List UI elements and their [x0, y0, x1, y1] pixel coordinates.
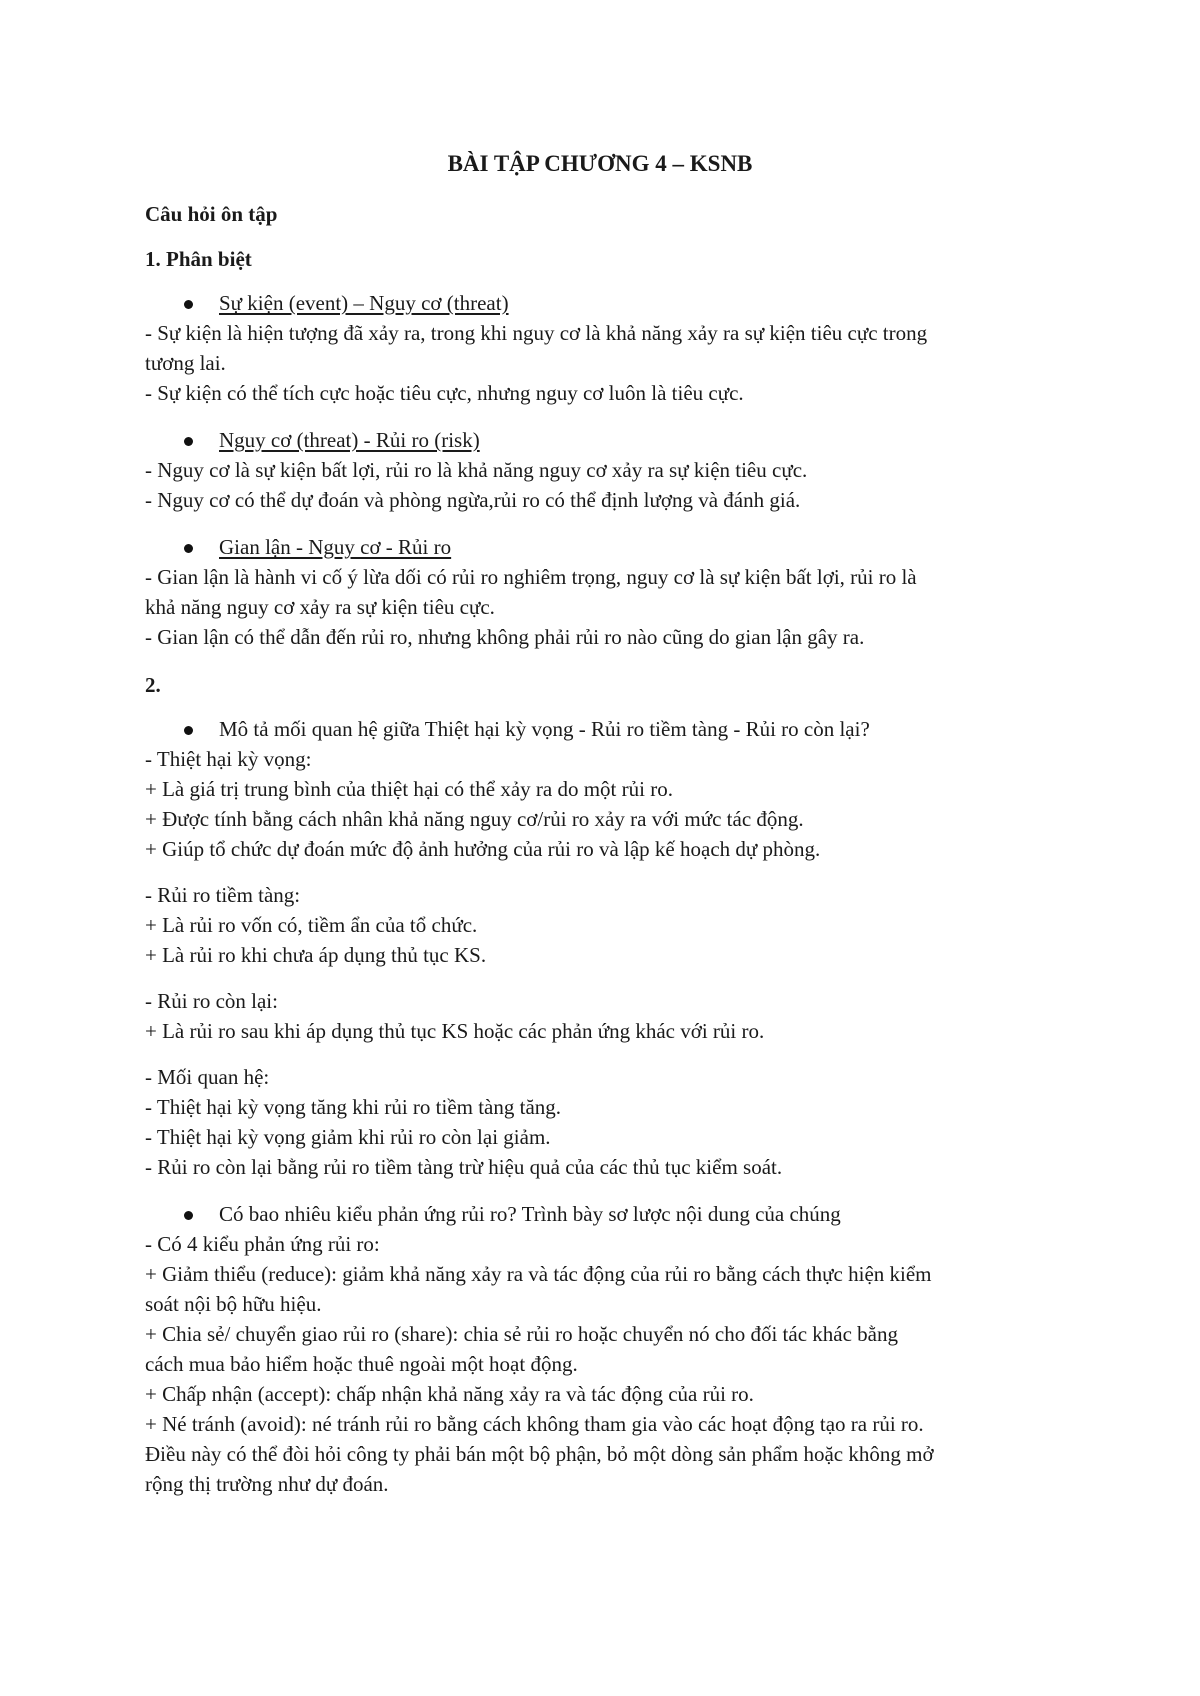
text-line: + Né tránh (avoid): né tránh rủi ro bằng cách không tham gia vào các hoạt động tạo ra rủi ro.	[145, 1412, 924, 1436]
text-line: Điều này có thể đòi hỏi công ty phải bán một bộ phận, bỏ một dòng sản phẩm hoặc không mở	[145, 1442, 934, 1466]
bullet-threat-risk: Nguy cơ (threat) - Rủi ro (risk)	[219, 428, 480, 452]
text-line: tương lai.	[145, 351, 226, 375]
text-line: - Rủi ro còn lại:	[145, 989, 278, 1013]
text-line: - Mối quan hệ:	[145, 1065, 270, 1089]
review-heading: Câu hỏi ôn tập	[145, 202, 278, 226]
text-line: cách mua bảo hiểm hoặc thuê ngoài một hoạt động.	[145, 1352, 578, 1376]
text-line: - Gian lận có thể dẫn đến rủi ro, nhưng không phải rủi ro nào cũng do gian lận gây ra.	[145, 625, 865, 649]
text-line: - Rủi ro tiềm tàng:	[145, 883, 301, 907]
bullet-risk-responses: Có bao nhiêu kiểu phản ứng rủi ro? Trình bày sơ lược nội dung của chúng	[219, 1202, 841, 1226]
text-line: + Chia sẻ/ chuyển giao rủi ro (share): chia sẻ rủi ro hoặc chuyển nó cho đối tác khác bằng	[145, 1322, 898, 1346]
text-line: khả năng nguy cơ xảy ra sự kiện tiêu cực.	[145, 595, 495, 619]
text-line: + Là giá trị trung bình của thiệt hại có thể xảy ra do một rủi ro.	[145, 777, 673, 801]
bullet-icon	[184, 437, 193, 446]
text-line: - Thiệt hại kỳ vọng giảm khi rủi ro còn lại giảm.	[145, 1125, 551, 1149]
question-1-heading: 1. Phân biệt	[145, 247, 252, 271]
text-line: - Nguy cơ là sự kiện bất lợi, rủi ro là khả năng nguy cơ xảy ra sự kiện tiêu cực.	[145, 458, 808, 482]
bullet-icon	[184, 726, 193, 735]
bullet-fraud-threat-risk: Gian lận - Nguy cơ - Rủi ro	[219, 535, 452, 559]
page-title: BÀI TẬP CHƯƠNG 4 – KSNB	[447, 151, 753, 176]
bullet-event-threat: Sự kiện (event) – Nguy cơ (threat)	[219, 291, 509, 315]
text-line: + Là rủi ro vốn có, tiềm ẩn của tổ chức.	[145, 913, 478, 937]
text-line: + Giúp tổ chức dự đoán mức độ ảnh hưởng của rủi ro và lập kế hoạch dự phòng.	[145, 837, 821, 861]
text-line: + Chấp nhận (accept): chấp nhận khả năng xảy ra và tác động của rủi ro.	[145, 1382, 754, 1406]
bullet-icon	[184, 300, 193, 309]
text-line: rộng thị trường như dự đoán.	[145, 1472, 389, 1496]
text-line: soát nội bộ hữu hiệu.	[145, 1292, 322, 1316]
bullet-icon	[184, 1211, 193, 1220]
text-line: - Thiệt hại kỳ vọng:	[145, 747, 312, 771]
question-2-heading: 2.	[145, 673, 161, 697]
text-line: - Gian lận là hành vi cố ý lừa dối có rủi ro nghiêm trọng, nguy cơ là sự kiện bất lợi, rủi ro là	[145, 565, 917, 589]
bullet-expected-loss-relation: Mô tả mối quan hệ giữa Thiệt hại kỳ vọng - Rủi ro tiềm tàng - Rủi ro còn lại?	[219, 717, 870, 741]
text-line: - Có 4 kiểu phản ứng rủi ro:	[145, 1232, 380, 1256]
text-line: + Là rủi ro sau khi áp dụng thủ tục KS hoặc các phản ứng khác với rủi ro.	[145, 1019, 765, 1043]
text-line: - Sự kiện có thể tích cực hoặc tiêu cực, nhưng nguy cơ luôn là tiêu cực.	[145, 381, 744, 405]
text-line: + Được tính bằng cách nhân khả năng nguy cơ/rủi ro xảy ra với mức tác động.	[145, 807, 804, 831]
text-line: + Giảm thiểu (reduce): giảm khả năng xảy ra và tác động của rủi ro bằng cách thực hiện kiểm	[145, 1262, 932, 1286]
text-line: - Thiệt hại kỳ vọng tăng khi rủi ro tiềm tàng tăng.	[145, 1095, 562, 1119]
text-line: - Nguy cơ có thể dự đoán và phòng ngừa,rủi ro có thể định lượng và đánh giá.	[145, 488, 801, 512]
text-line: - Rủi ro còn lại bằng rủi ro tiềm tàng trừ hiệu quả của các thủ tục kiểm soát.	[145, 1155, 783, 1179]
text-line: - Sự kiện là hiện tượng đã xảy ra, trong khi nguy cơ là khả năng xảy ra sự kiện tiêu cực trong	[145, 321, 928, 345]
bullet-icon	[184, 544, 193, 553]
text-line: + Là rủi ro khi chưa áp dụng thủ tục KS.	[145, 943, 487, 967]
